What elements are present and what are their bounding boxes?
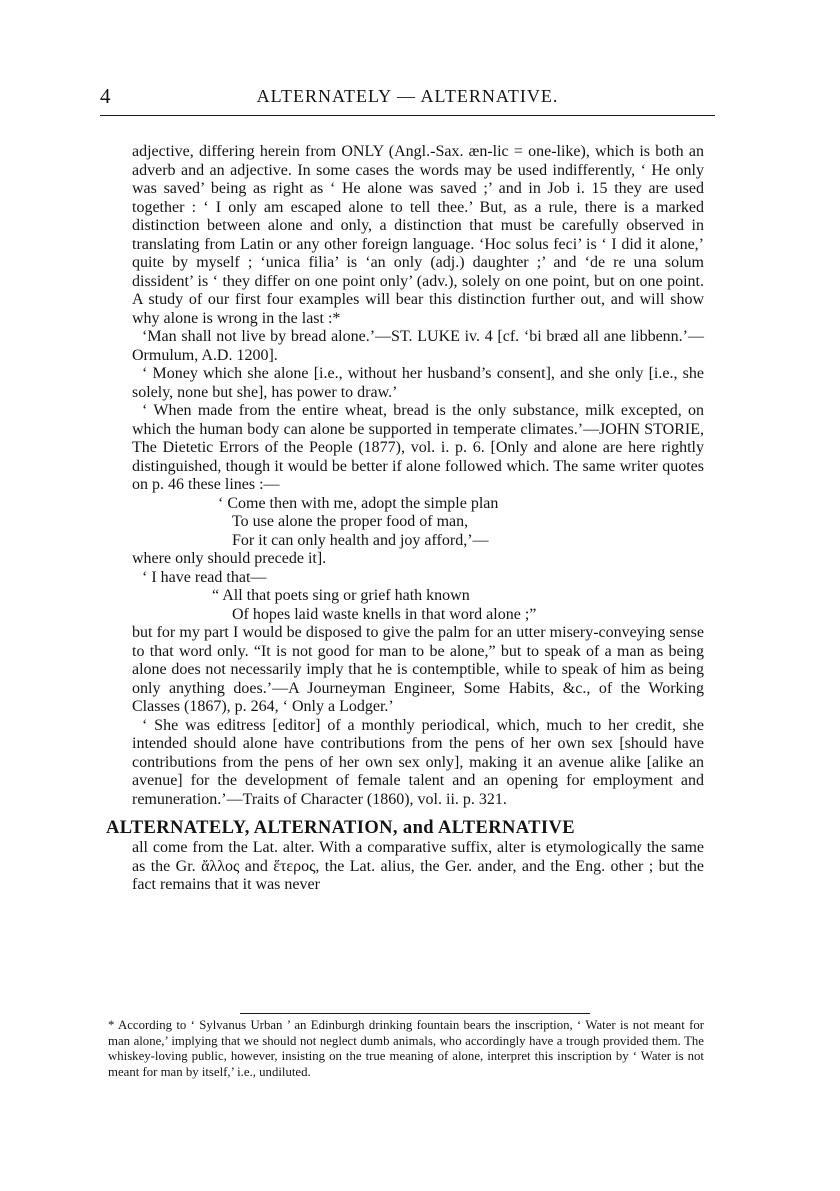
running-title: ALTERNATELY — ALTERNATIVE. [256,86,559,106]
quote-paragraph: ‘Man shall not live by bread alone.’—ST. LUKE iv. 4 [cf. ‘bi bræd all ane libbenn.’—Ormulum, A.D. 1200]. [132,328,704,364]
footnote: * According to ‘ Sylvanus Urban ’ an Edinburgh drinking fountain bears the inscription, ‘ Water is not meant for man alone,’ implying that we should not neglect dumb animals, who accordingly have a trough provided them. The whiskey-loving public, however, insisting on the true meaning of alone, interpret this inscription by ‘ Water is not meant for man by itself,’ i.e., undiluted. [108,1018,704,1079]
footnote-rule [240,1013,590,1014]
body-text [106,143,704,895]
verse-block [132,495,704,551]
quote-paragraph: ‘ When made from the entire wheat, bread is the only substance, milk excepted, on which the human body can alone be supported in temperate climates.’—JOHN STORIE, The Dietetic Errors of the People (1877), vol. i. p. 6. [Only and alone are here rightly distinguished, though it would be better if alone followed which. The same writer quotes on p. 46 these lines :— [132,402,704,493]
page-number: 4 [100,84,111,108]
entry-headword: ALTERNATELY, ALTERNATION, and ALTERNATIVE [106,818,575,838]
quote-paragraph: ‘ She was editress [editor] of a monthly periodical, which, much to her credit, she intended should alone have contributions from the pens of her own sex [should have contributions from the pens of her own sex only], making it an avenue alike [alike an avenue] for the development of female talent and an opening for employment and remuneration.’—Traits of Character (1860), vol. ii. p. 321. [132,716,704,808]
entry-text: all come from the Lat. alter. With a comparative suffix, alter is etymologically the same as the Gr. ἄλλος and ἕτερος, the Lat. alius, the Ger. ander, and the Eng. other ; but the fact remains that it was never [132,839,704,893]
verse-line: Of hopes laid waste knells in that word alone ;” [232,605,537,623]
verse-line: ‘ Come then with me, adopt the simple plan [218,494,499,512]
verse-line: For it can only health and joy afford,’— [232,531,489,549]
page-header [100,84,715,114]
dictionary-entry [106,817,704,895]
paragraph: adjective, differing herein from ONLY (Angl.-Sax. æn-lic = one-like), which is both an adverb and an adjective. In some cases the words may be used indifferently, ‘ He only was saved’ being as right as ‘ He alone was saved ;’ and in Job i. 15 they are used together : ‘ I only am escaped alone to tell thee.’ But, as a rule, there is a marked distinction between alone and only, a distinction that must be carefully observed in translating from Latin or any other foreign language. ‘Hoc solus feci’ is ‘ I did it alone,’ quite by myself ; ‘unica filia’ is ‘an only (adj.) daughter ;’ and ‘de re una solum dissident’ is ‘ they differ on one point only’ (adv.), solely on one point, but on one point. A study of our first four examples will bear this distinction further out, and will show why alone is wrong in the last :* [132,143,704,327]
verse-line: “ All that poets sing or grief hath known [212,587,470,604]
paragraph: where only should precede it]. [132,550,327,567]
paragraph: but for my part I would be disposed to give the palm for an utter misery-conveying sense to that word only. “It is not good for man to be alone,” but to speak of a man as being alone does not necessarily imply that he is contemptible, while to speak of him as being only anything does.’—A Journeyman Engineer, Some Habits, &c., of the Working Classes (1867), p. 264, ‘ Only a Lodger.’ [132,624,704,715]
quote-intro: ‘ I have read that— [142,568,267,586]
quote-paragraph: ‘ Money which she alone [i.e., without her husband’s consent], and she only [i.e., she solely, none but she], has power to draw.’ [132,365,704,401]
verse-block [132,587,704,624]
header-rule [100,115,715,116]
verse-line: To use alone the proper food of man, [232,513,469,530]
